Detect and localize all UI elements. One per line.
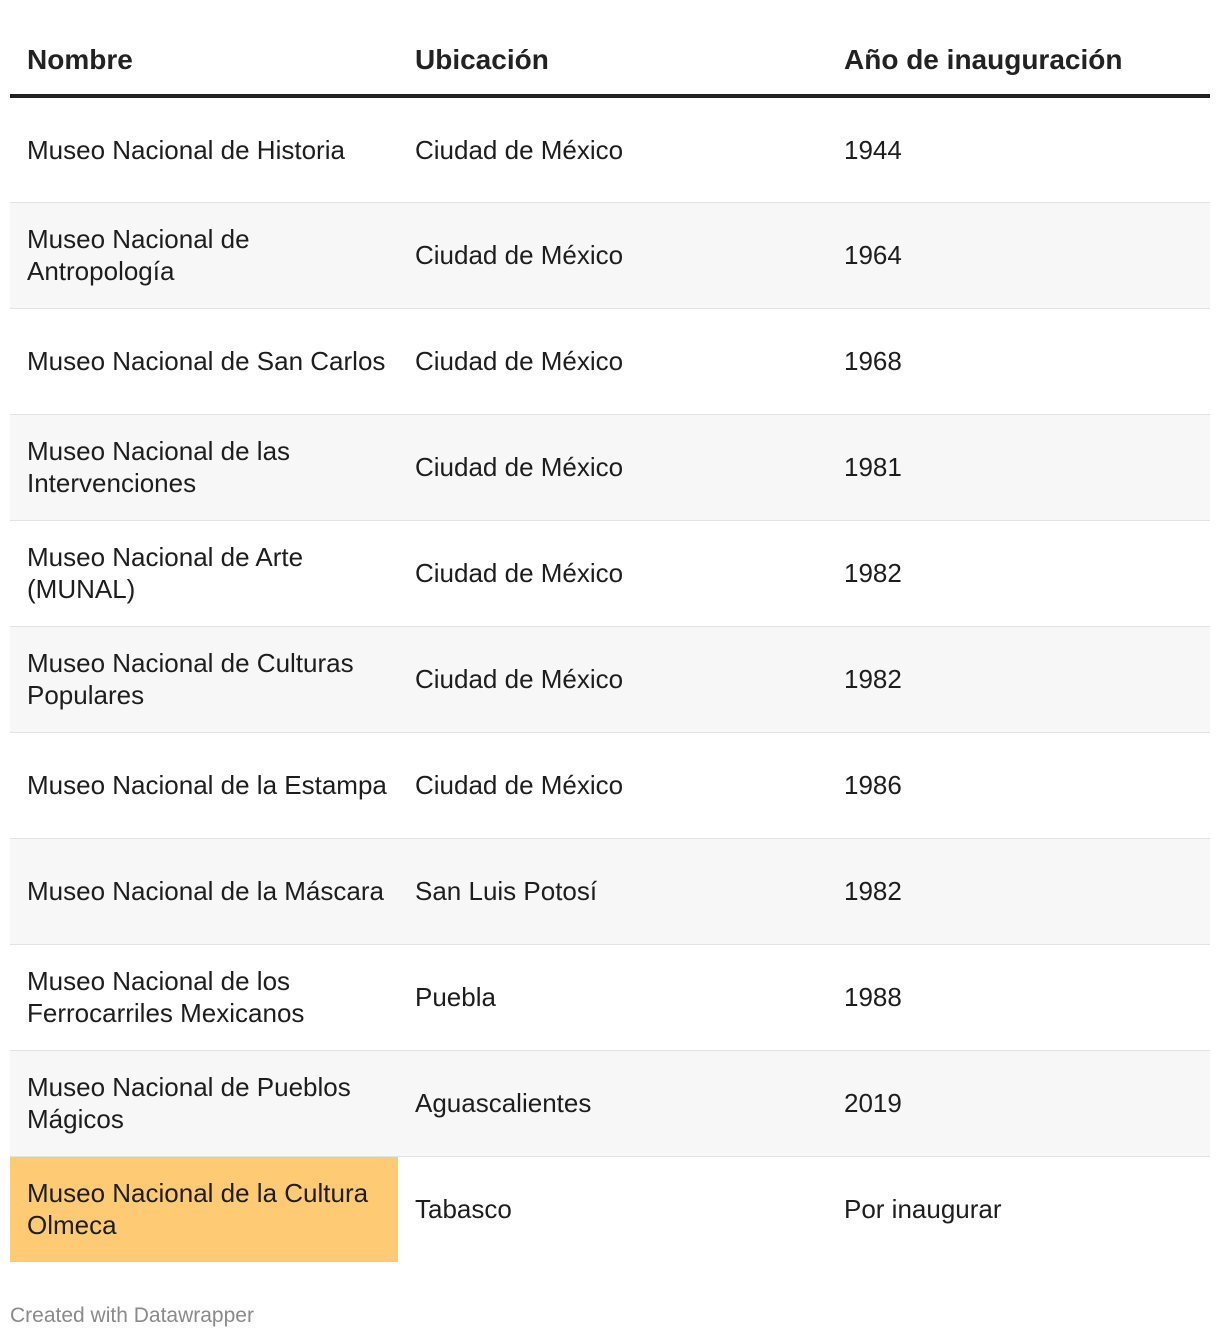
datawrapper-credit: Created with Datawrapper <box>10 1304 254 1327</box>
cell-ubicacion: San Luis Potosí <box>398 838 827 944</box>
cell-ubicacion: Ciudad de México <box>398 520 827 626</box>
cell-ubicacion: Ciudad de México <box>398 732 827 838</box>
cell-anio: 1981 <box>827 414 1210 520</box>
cell-nombre: Museo Nacional de Culturas Populares <box>10 626 398 732</box>
column-header-ubicacion-label: Ubicación <box>415 44 549 75</box>
cell-ubicacion: Aguascalientes <box>398 1050 827 1156</box>
cell-anio: 1982 <box>827 838 1210 944</box>
cell-nombre: Museo Nacional de Pueblos Mágicos <box>10 1050 398 1156</box>
cell-nombre: Museo Nacional de las Intervenciones <box>10 414 398 520</box>
table-row <box>10 944 1210 1050</box>
cell-anio: 1968 <box>827 308 1210 414</box>
cell-anio: 1982 <box>827 626 1210 732</box>
column-header-nombre-label: Nombre <box>27 44 133 75</box>
cell-nombre: Museo Nacional de la Máscara <box>10 838 398 944</box>
cell-ubicacion: Ciudad de México <box>398 96 827 202</box>
table-row <box>10 1156 1210 1262</box>
cell-ubicacion: Ciudad de México <box>398 202 827 308</box>
museums-table <box>10 0 1210 1262</box>
cell-nombre: Museo Nacional de la Estampa <box>10 732 398 838</box>
table-row <box>10 1050 1210 1156</box>
cell-anio: 1982 <box>827 520 1210 626</box>
cell-anio: 1944 <box>827 96 1210 202</box>
cell-nombre: Museo Nacional de Antropología <box>10 202 398 308</box>
column-header-anio[interactable] <box>827 0 1210 96</box>
table-row <box>10 96 1210 202</box>
table-row <box>10 414 1210 520</box>
museums-table-container <box>10 0 1210 1262</box>
cell-anio: 1986 <box>827 732 1210 838</box>
table-row <box>10 732 1210 838</box>
header-row <box>10 0 1210 96</box>
column-header-nombre[interactable] <box>10 0 398 96</box>
cell-nombre: Museo Nacional de la Cultura Olmeca <box>10 1156 398 1262</box>
cell-nombre: Museo Nacional de los Ferrocarriles Mexicanos <box>10 944 398 1050</box>
table-row <box>10 308 1210 414</box>
column-header-ubicacion[interactable] <box>398 0 827 96</box>
cell-ubicacion: Ciudad de México <box>398 626 827 732</box>
cell-ubicacion: Tabasco <box>398 1156 827 1262</box>
cell-ubicacion: Ciudad de México <box>398 414 827 520</box>
table-body <box>10 96 1210 1262</box>
table-row <box>10 520 1210 626</box>
cell-nombre: Museo Nacional de San Carlos <box>10 308 398 414</box>
column-header-anio-label: Año de inauguración <box>844 44 1123 75</box>
cell-nombre: Museo Nacional de Historia <box>10 96 398 202</box>
cell-anio: Por inaugurar <box>827 1156 1210 1262</box>
table-row <box>10 626 1210 732</box>
cell-anio: 1964 <box>827 202 1210 308</box>
table-row <box>10 838 1210 944</box>
cell-ubicacion: Puebla <box>398 944 827 1050</box>
cell-anio: 2019 <box>827 1050 1210 1156</box>
cell-nombre: Museo Nacional de Arte (MUNAL) <box>10 520 398 626</box>
cell-ubicacion: Ciudad de México <box>398 308 827 414</box>
table-row <box>10 202 1210 308</box>
table-header <box>10 0 1210 96</box>
cell-anio: 1988 <box>827 944 1210 1050</box>
